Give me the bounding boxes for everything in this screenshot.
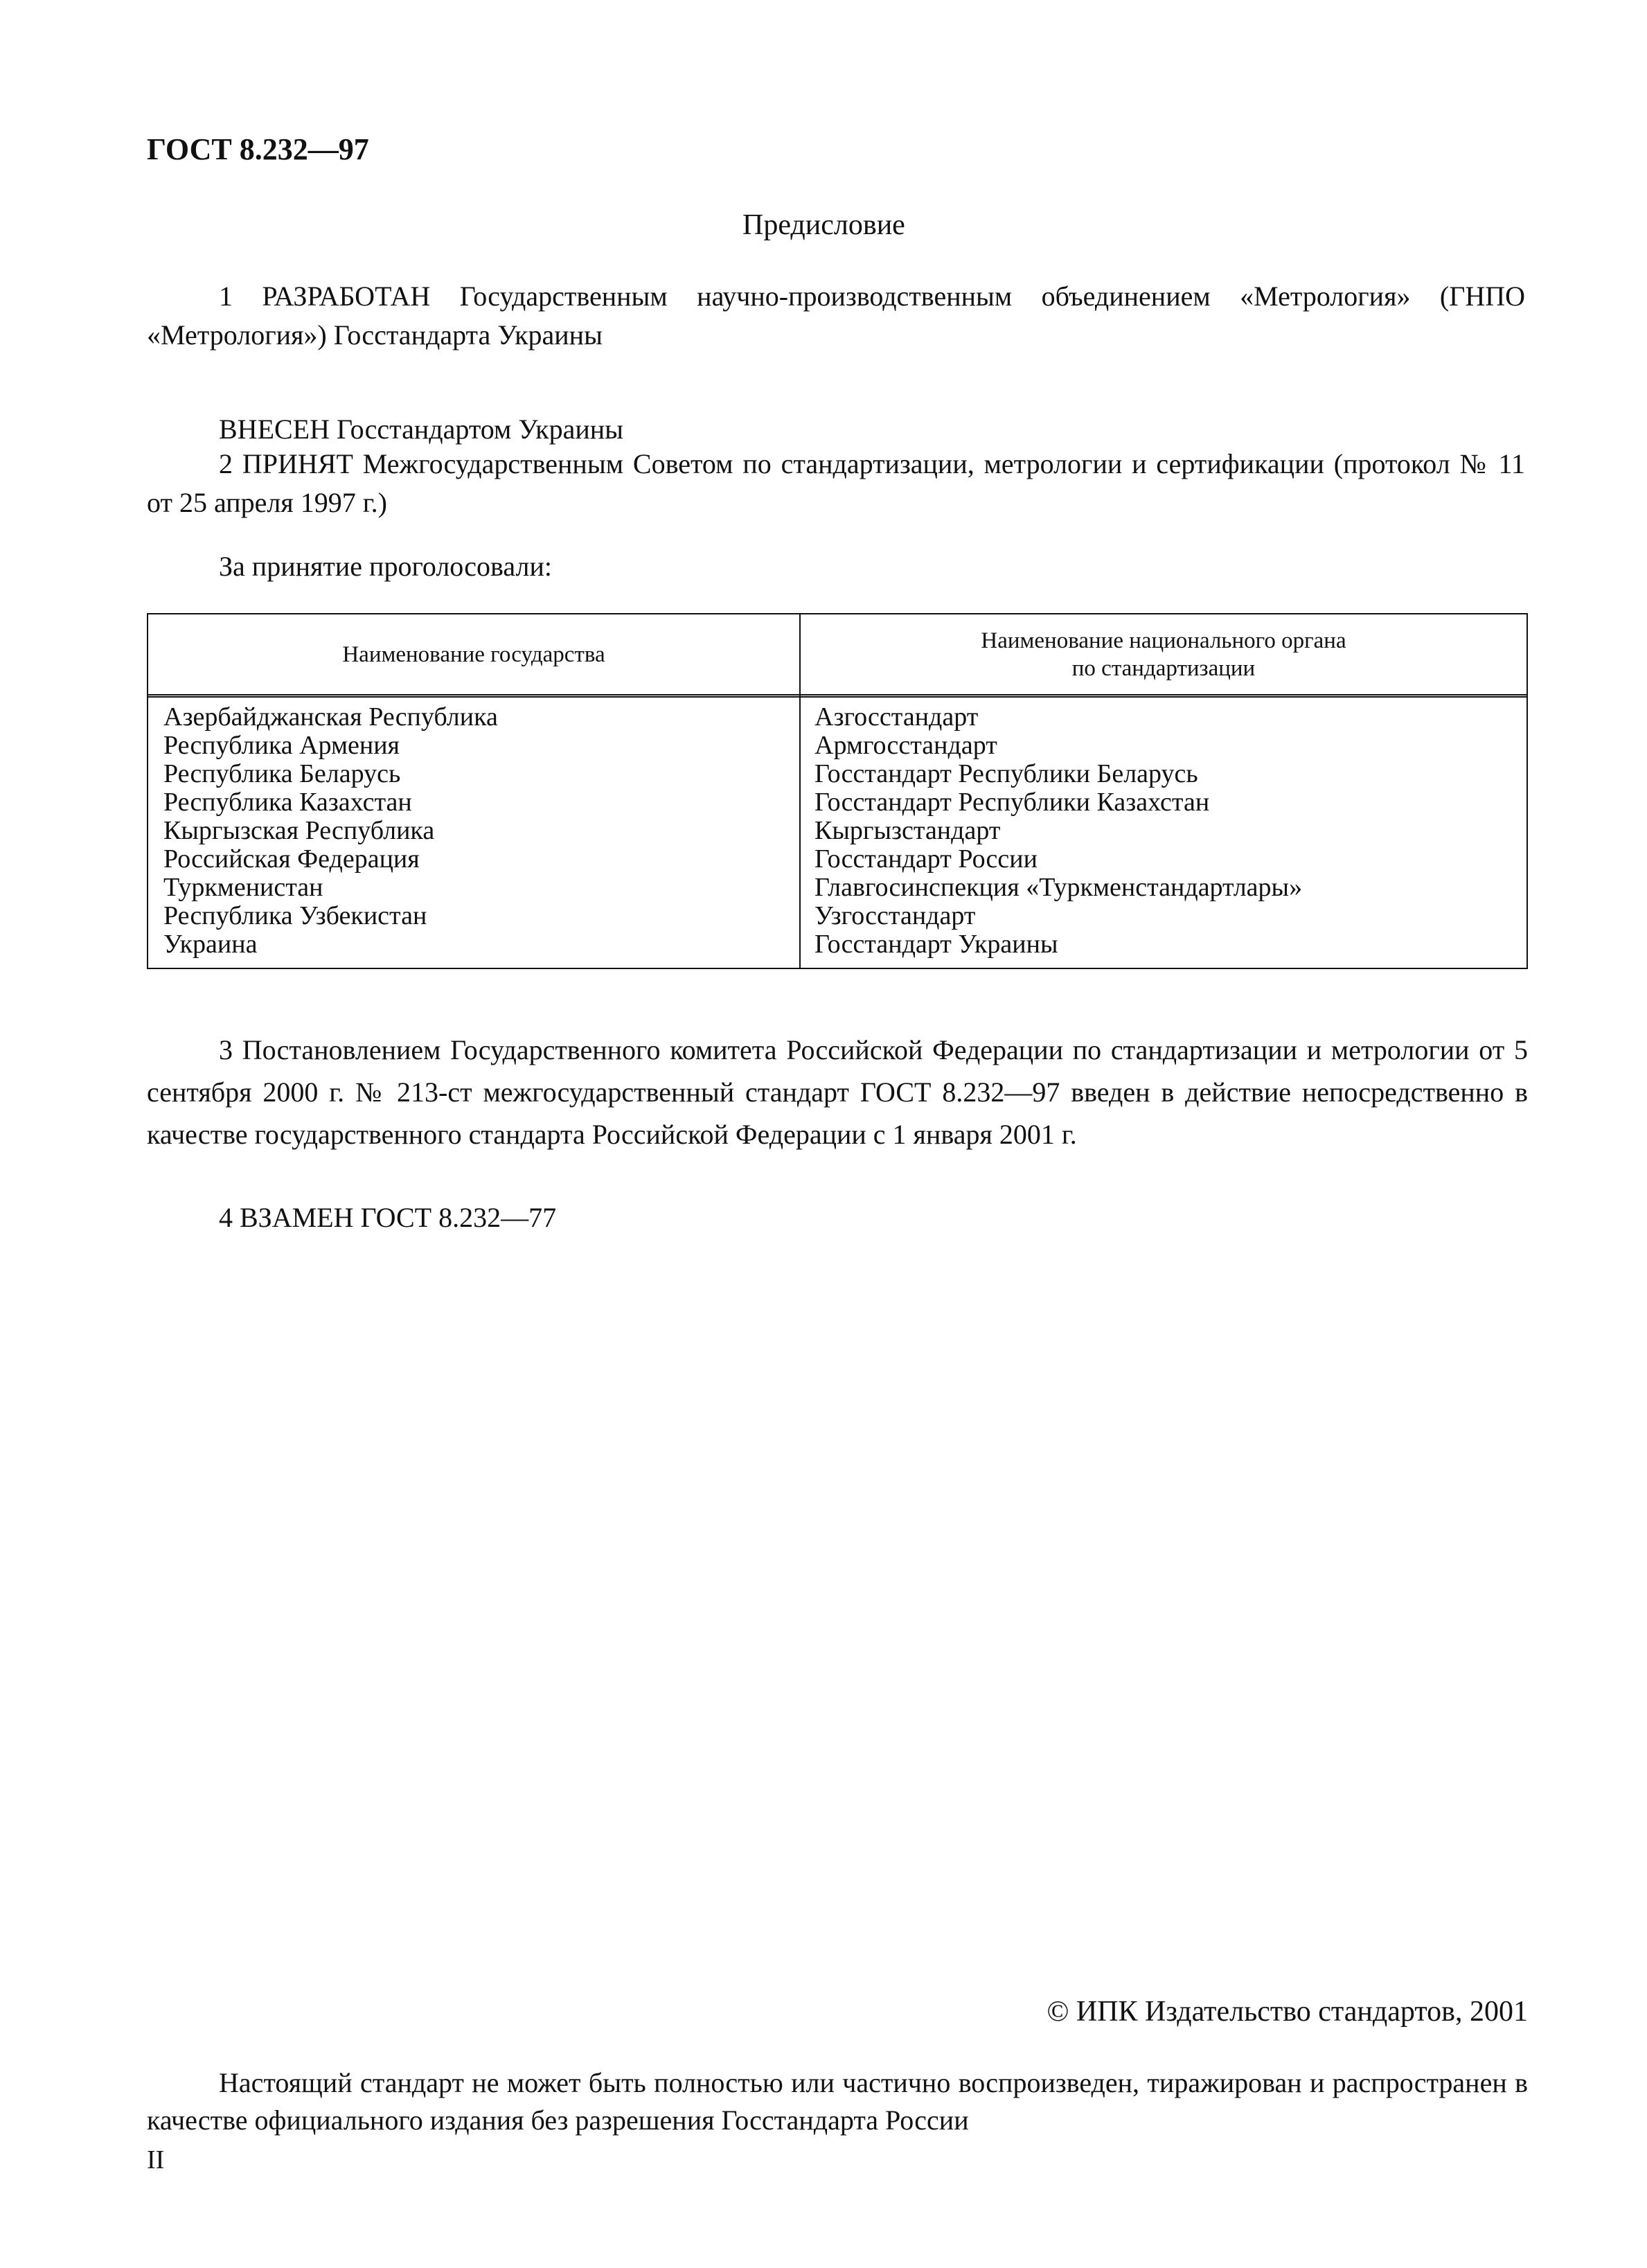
state-name: Кыргызская Республика [163, 816, 435, 845]
preface-item-1: 1 РАЗРАБОТАН Государственным научно-производственным объединением «Метрология» (ГНПО «Метрология») Госстандарта Украины [147, 281, 1525, 351]
preface-item-4: 4 ВЗАМЕН ГОСТ 8.232—77 [219, 1202, 557, 1233]
state-name: Российская Федерация [163, 844, 420, 874]
page-number: II [147, 2145, 165, 2174]
state-name: Республика Узбекистан [163, 901, 427, 930]
state-name: Республика Армения [163, 731, 400, 760]
header-org-name [801, 614, 1526, 694]
orgs-column [814, 703, 1302, 959]
org-name: Госстандарт Республики Беларусь [814, 759, 1198, 788]
preface-item-3: 3 Постановлением Государственного комитета Российской Федерации по стандартизации и метрологии от 5 сентября 2000 г. № 213-ст межгосударственный стандарт ГОСТ 8.232—97 введен в действие непосредственно в качестве государственного стандарта Российской Федерации с 1 января 2001 г. [147, 1034, 1528, 1150]
header-org-label-line2: по стандартизации [1071, 655, 1256, 681]
document-code: ГОСТ 8.232—97 [147, 132, 369, 166]
voting-states-table [147, 613, 1528, 969]
org-name: Армгосстандарт [814, 731, 997, 760]
state-name: Республика Беларусь [163, 759, 401, 788]
state-name: Туркменистан [163, 873, 323, 902]
state-name: Украина [163, 930, 258, 959]
voted-intro: За принятие проголосовали: [219, 551, 552, 582]
preface-introduced: ВНЕСЕН Госстандартом Украины [219, 414, 624, 445]
state-name: Азербайджанская Республика [163, 702, 498, 732]
org-name: Главгосинспекция «Туркменстандартлары» [814, 873, 1303, 902]
org-name: Узгосстандарт [814, 901, 976, 930]
header-state-name [148, 614, 799, 694]
states-column [163, 703, 498, 959]
org-name: Госстандарт Украины [814, 930, 1058, 959]
org-name: Азгосстандарт [814, 702, 979, 732]
header-state-label: Наименование государства [342, 641, 605, 667]
copyright-line: © ИПК Издательство стандартов, 2001 [1047, 1996, 1528, 2028]
state-name: Республика Казахстан [163, 788, 412, 817]
org-name: Кыргызстандарт [814, 816, 1001, 845]
reproduction-notice: Настоящий стандарт не может быть полностью или частично воспроизведен, тиражирован и распространен в качестве официального издания без разрешения Госстандарта России [147, 2067, 1528, 2136]
preface-item-2: 2 ПРИНЯТ Межгосударственным Советом по стандартизации, метрологии и сертификации (протокол № 11 от 25 апреля 1997 г.) [147, 448, 1525, 518]
preface-title: Предисловие [742, 209, 905, 241]
header-org-label-line1: Наименование национального органа [981, 628, 1346, 653]
org-name: Госстандарт Республики Казахстан [814, 788, 1210, 817]
org-name: Госстандарт России [814, 844, 1038, 874]
